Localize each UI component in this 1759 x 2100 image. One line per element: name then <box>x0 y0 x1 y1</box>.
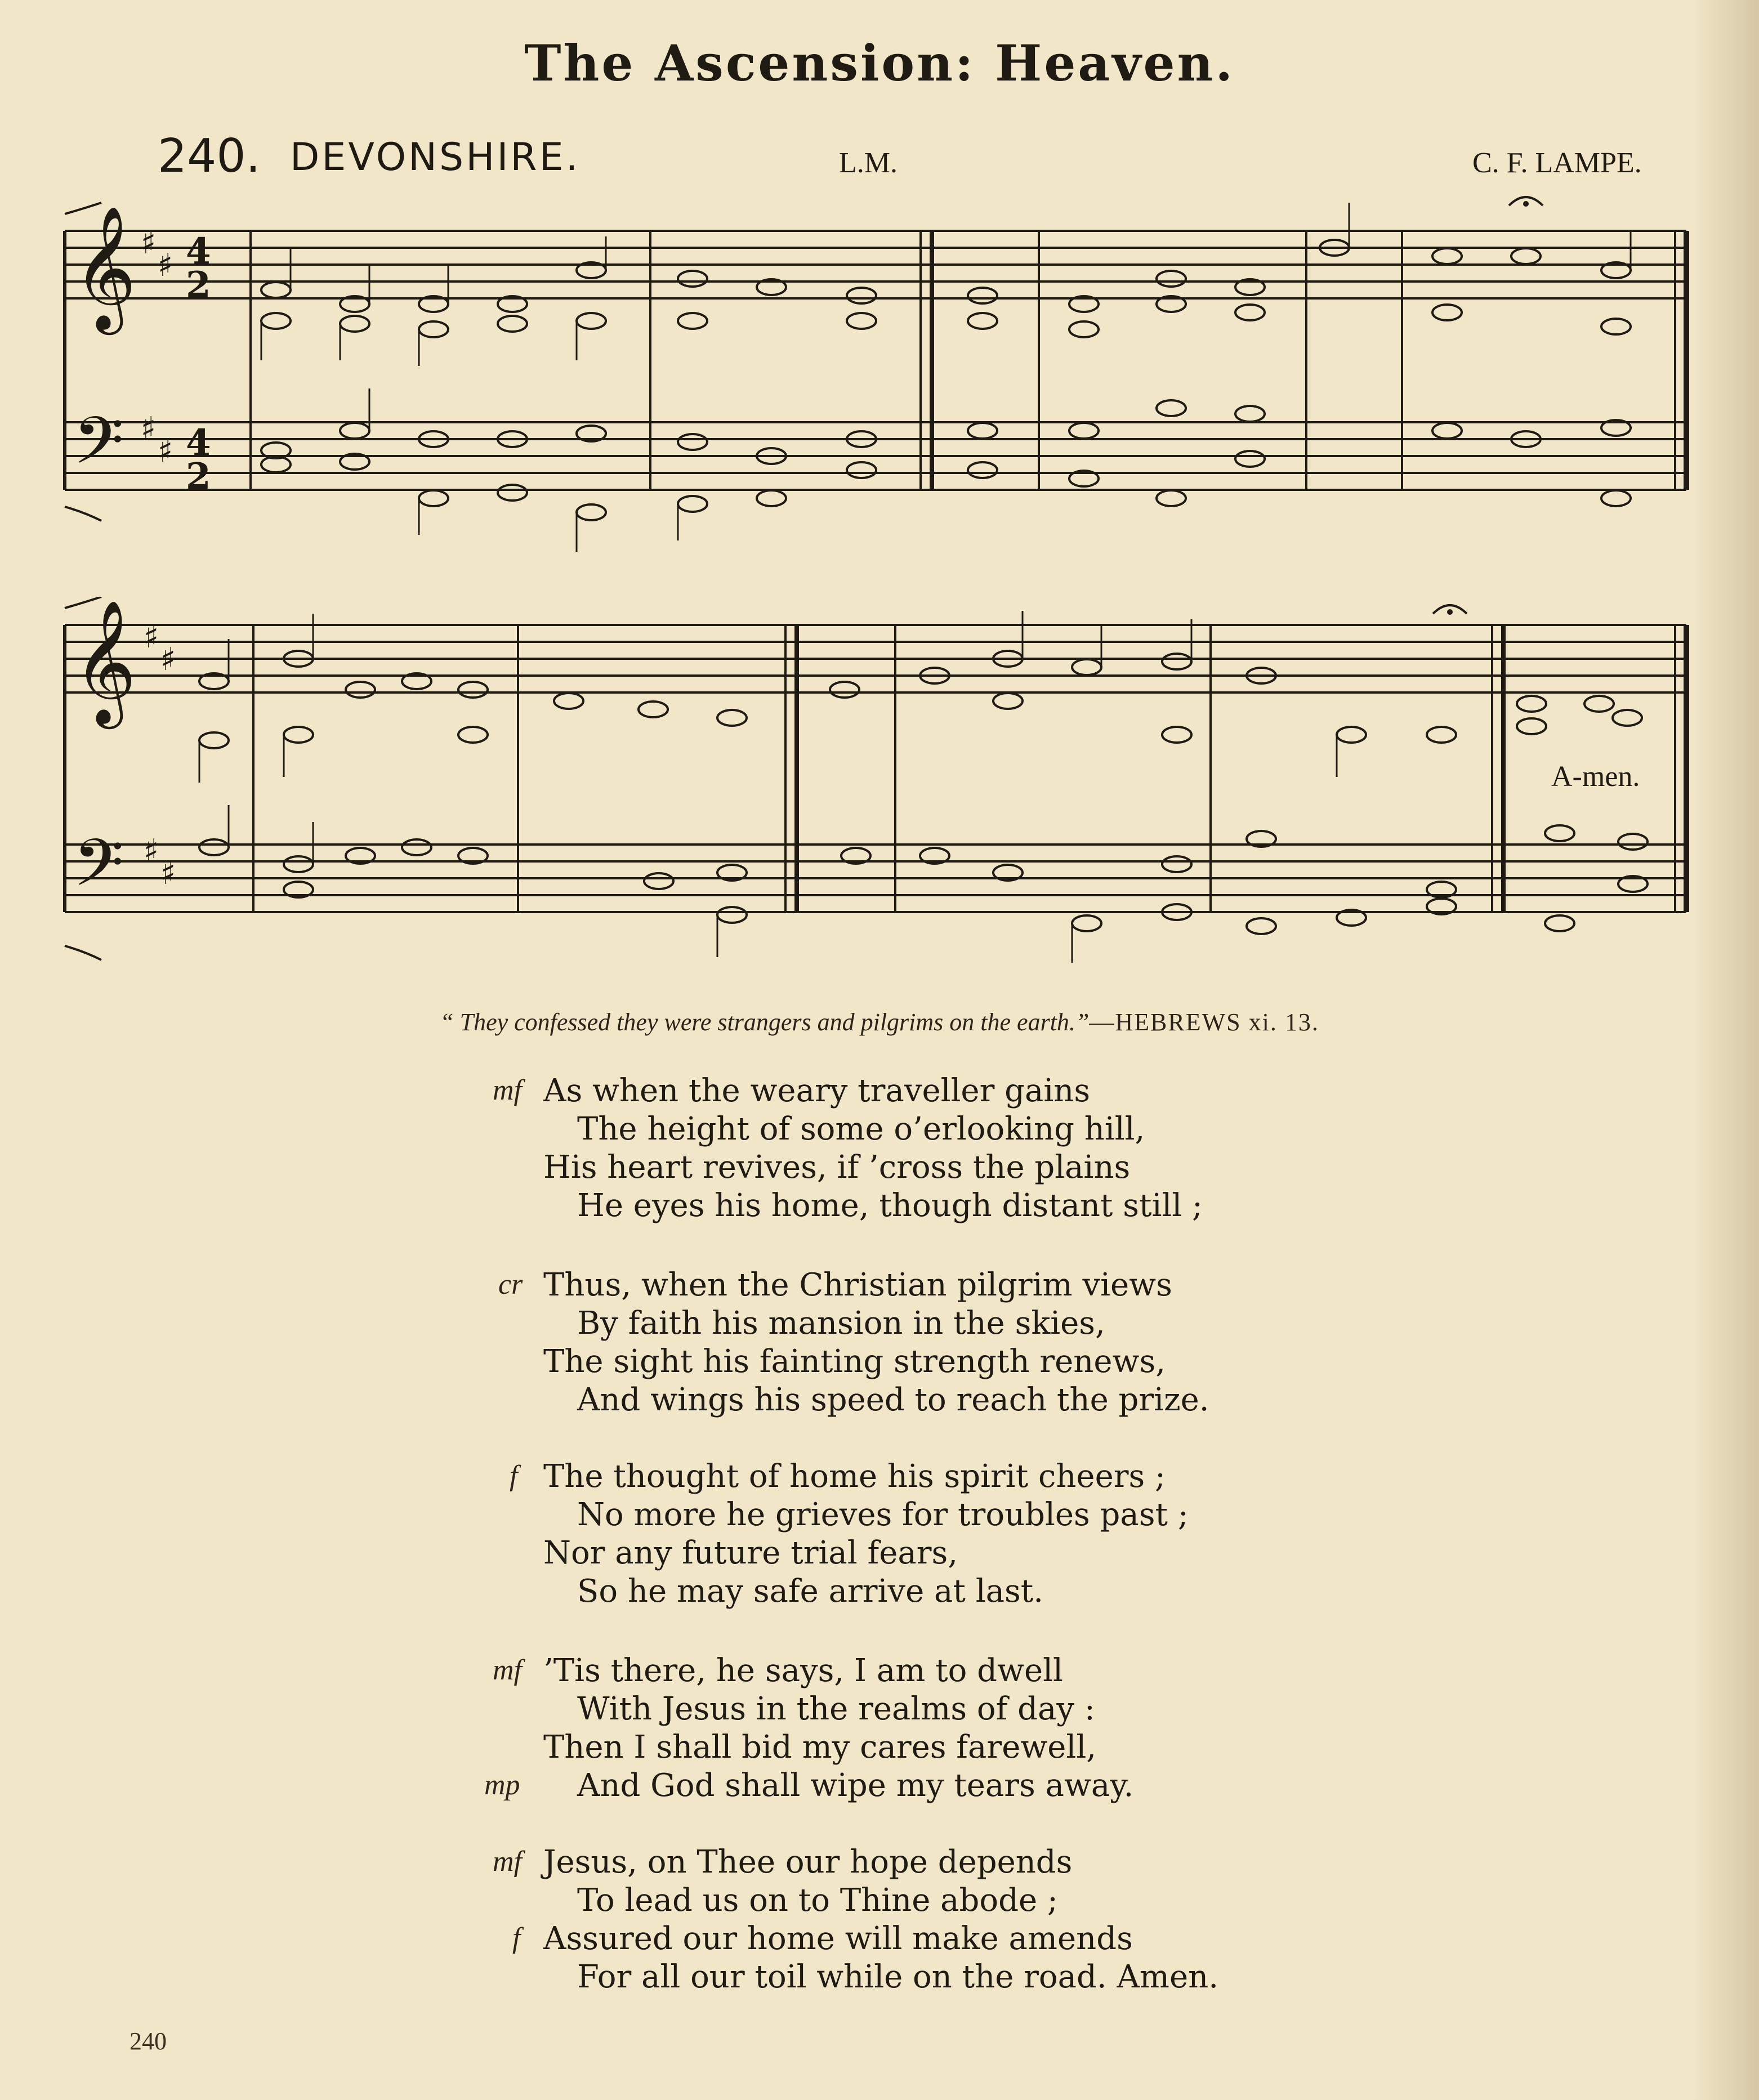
page-title: The Ascension: Heaven. <box>524 34 1235 92</box>
verse-line: The height of some o’erlooking hill, <box>577 1111 1145 1147</box>
composer: C. F. LAMPE. <box>1472 147 1642 179</box>
verse-line: And wings his speed to reach the prize. <box>577 1382 1209 1418</box>
svg-text:♯: ♯ <box>160 641 176 678</box>
svg-text:𝄢: 𝄢 <box>73 403 124 495</box>
dynamic-marking: cr <box>498 1268 523 1301</box>
tune-name: DEVONSHIRE. <box>290 135 581 180</box>
verse-line: Then I shall bid my cares farewell, <box>543 1729 1097 1766</box>
svg-text:♯: ♯ <box>160 855 176 892</box>
meter: L.M. <box>839 147 898 179</box>
dynamic-marking: f <box>512 1922 521 1954</box>
svg-text:4: 4 <box>186 422 211 464</box>
music-system-2 <box>0 597 1759 968</box>
svg-text:2: 2 <box>186 264 211 306</box>
verse-line: His heart revives, if ’cross the plains <box>543 1149 1131 1186</box>
verse-line: Thus, when the Christian pilgrim views <box>543 1267 1172 1303</box>
amen-lyric: A-men. <box>1551 761 1640 793</box>
score-engraving-2 <box>0 597 1759 968</box>
dynamic-marking: mf <box>493 1846 522 1878</box>
svg-text:♯: ♯ <box>158 247 173 284</box>
svg-text:♯: ♯ <box>141 410 157 447</box>
dynamic-marking: mf <box>493 1074 522 1106</box>
scripture-epigraph <box>0 1008 1759 1036</box>
svg-text:♯: ♯ <box>144 833 159 869</box>
svg-text:♯: ♯ <box>141 225 157 261</box>
verse-line: As when the weary traveller gains <box>543 1073 1091 1109</box>
svg-text:4: 4 <box>186 230 211 272</box>
hymn-number: 240. <box>158 129 261 183</box>
verse-line: No more he grieves for troubles past ; <box>577 1496 1189 1533</box>
verse-line: The thought of home his spirit cheers ; <box>543 1458 1166 1495</box>
verse-line: Nor any future trial fears, <box>543 1535 958 1571</box>
svg-text:𝄞: 𝄞 <box>73 599 137 723</box>
verse-line: Jesus, on Thee our hope depends <box>543 1844 1073 1880</box>
verse-line: Assured our home will make amends <box>543 1920 1133 1957</box>
epigraph-quote: “ They confessed they were strangers and pilgrims on the earth.” <box>440 1008 1090 1036</box>
svg-text:♯: ♯ <box>158 433 173 470</box>
svg-text:♯: ♯ <box>144 619 159 655</box>
epigraph-reference: —HEBREWS xi. 13. <box>1089 1008 1319 1036</box>
verse-line: With Jesus in the realms of day : <box>577 1691 1095 1727</box>
verse-line: By faith his mansion in the skies, <box>577 1305 1105 1342</box>
dynamic-marking: mp <box>484 1769 520 1801</box>
music-system-1 <box>0 191 1759 552</box>
verse-line: And God shall wipe my tears away. <box>577 1767 1134 1804</box>
svg-text:𝄢: 𝄢 <box>73 825 124 917</box>
page-number: 240 <box>130 2027 167 2055</box>
svg-text:𝄞: 𝄞 <box>73 205 137 329</box>
verse-line: So he may safe arrive at last. <box>577 1573 1044 1610</box>
svg-text:2: 2 <box>186 455 211 498</box>
verse-line: To lead us on to Thine abode ; <box>577 1882 1058 1919</box>
verse-line: The sight his fainting strength renews, <box>543 1343 1166 1380</box>
dynamic-marking: mf <box>493 1654 522 1686</box>
score-engraving-1 <box>0 191 1759 552</box>
dynamic-marking: f <box>510 1460 518 1492</box>
verse-line: For all our toil while on the road. Amen. <box>577 1959 1219 1995</box>
verse-line: He eyes his home, though distant still ; <box>577 1187 1203 1224</box>
verse-line: ’Tis there, he says, I am to dwell <box>543 1652 1063 1689</box>
